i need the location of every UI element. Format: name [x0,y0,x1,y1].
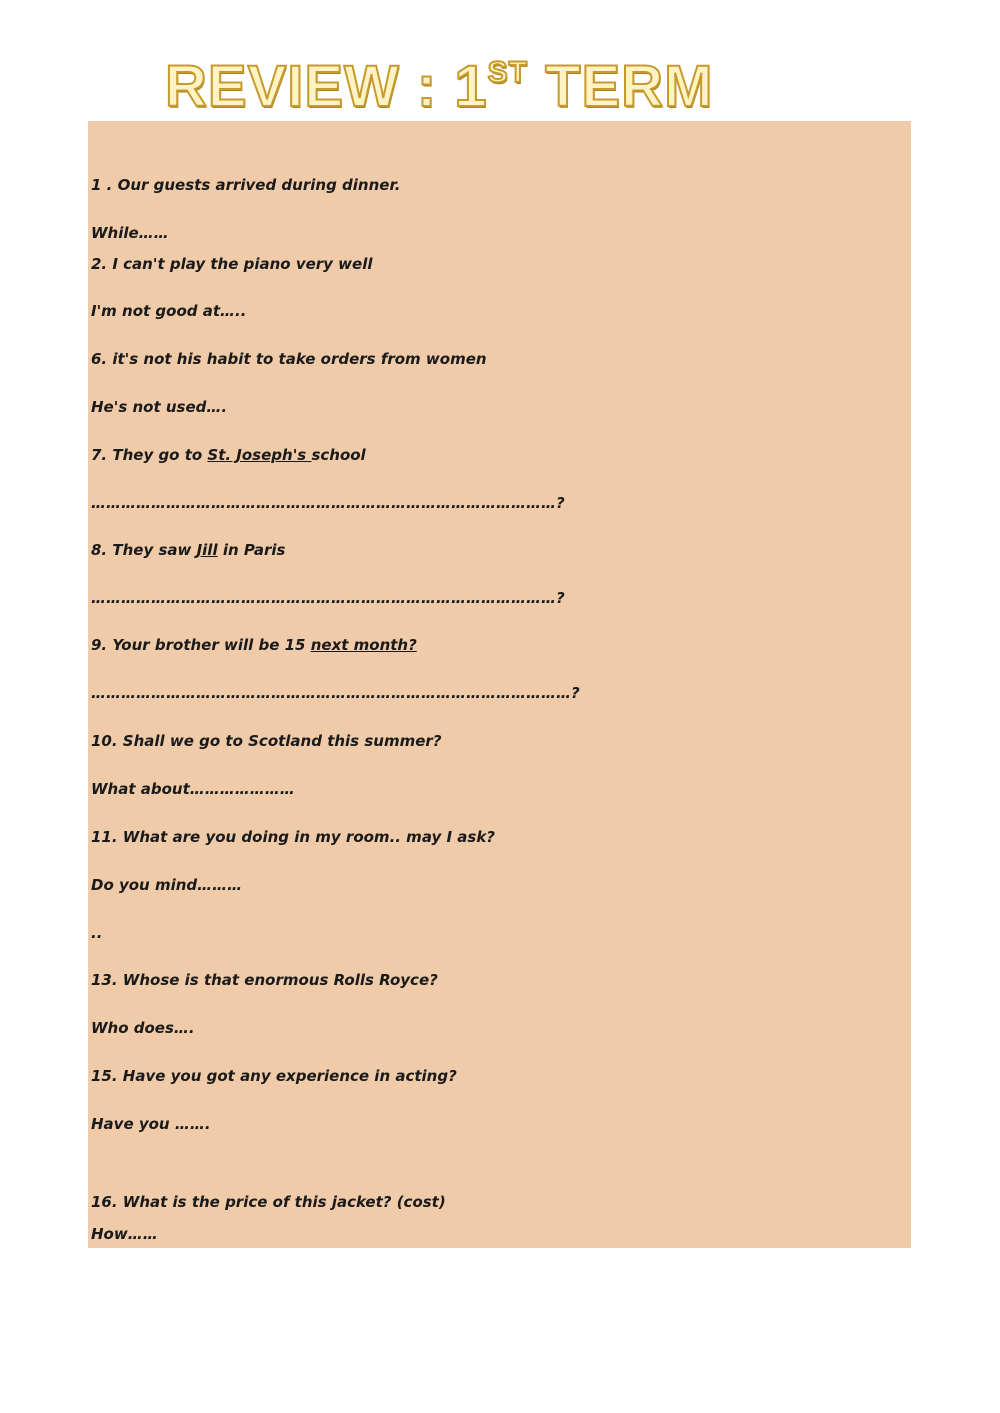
answer-11: Do you mind……… [91,876,243,894]
question-11: 11. What are you doing in my room.. may I ask? [91,828,496,846]
answer-13: Who does…. [91,1019,195,1037]
answer-6: He's not used…. [91,398,228,416]
question-2: 2. I can't play the piano very well [91,255,373,273]
question-1: 1 . Our guests arrived during dinner. [91,176,401,194]
answer-9: ……………………………………………………………………………………? [91,684,580,702]
question-6: 6. it's not his habit to take orders from women [91,350,487,368]
question-9: 9. Your brother will be 15 next month? [91,636,417,654]
answer-10: What about………………… [91,780,295,798]
question-15: 15. Have you got any experience in acting? [91,1067,457,1085]
exercise-panel [88,121,911,1248]
answer-8: …………………………………………………………………………………? [91,589,565,607]
question-16: 16. What is the price of this jacket? (cost) [91,1193,446,1211]
answer-11-continued: .. [91,924,103,942]
question-10: 10. Shall we go to Scotland this summer? [91,732,442,750]
answer-7: …………………………………………………………………………………? [91,494,565,512]
question-7: 7. They go to St. Joseph's school [91,446,366,464]
answer-16: How…… [91,1225,158,1243]
answer-2: I'm not good at….. [91,302,247,320]
answer-1: While…… [91,224,169,242]
answer-15: Have you ……. [91,1115,211,1133]
question-8: 8. They saw Jill in Paris [91,541,286,559]
page-title: REVIEW : 1ST TERM [165,54,714,119]
question-13: 13. Whose is that enormous Rolls Royce? [91,971,438,989]
